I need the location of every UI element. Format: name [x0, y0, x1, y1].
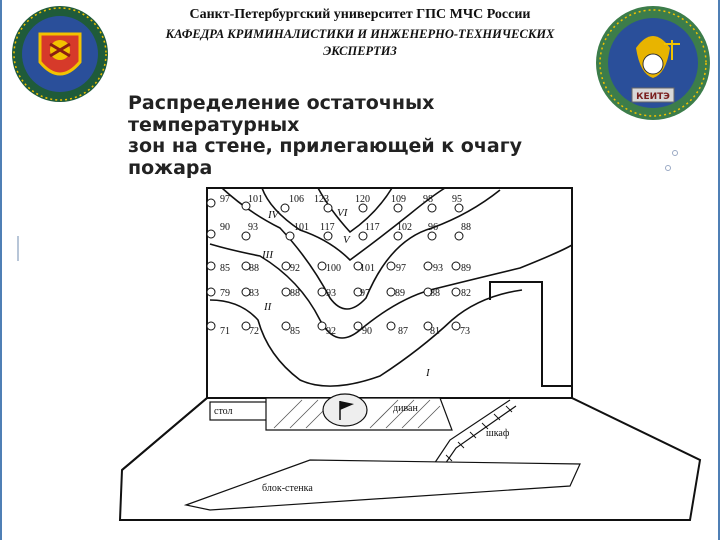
- point: [387, 322, 395, 330]
- temp-value: 100: [326, 263, 341, 274]
- temp-value: 97: [220, 194, 230, 205]
- point: [455, 232, 463, 240]
- temp-value: 97: [396, 263, 406, 274]
- point: [354, 322, 362, 330]
- sofa-label: диван: [393, 403, 418, 414]
- temp-value: 85: [220, 263, 230, 274]
- zone-label-i: I: [426, 367, 430, 379]
- point: [282, 322, 290, 330]
- temp-value: 120: [355, 194, 370, 205]
- point: [207, 199, 215, 207]
- temp-value: 93: [433, 263, 443, 274]
- temp-value: 81: [430, 326, 440, 337]
- isolines: [210, 188, 572, 386]
- point: [455, 204, 463, 212]
- temp-value: 109: [391, 194, 406, 205]
- point: [207, 262, 215, 270]
- temp-value: 90: [220, 222, 230, 233]
- temp-value: 89: [461, 263, 471, 274]
- point: [324, 204, 332, 212]
- temp-value: 82: [461, 288, 471, 299]
- temp-value: 96: [428, 222, 438, 233]
- temp-value: 85: [290, 326, 300, 337]
- point: [387, 288, 395, 296]
- point: [394, 232, 402, 240]
- temp-value: 92: [290, 263, 300, 274]
- temp-value: 72: [249, 326, 259, 337]
- temp-value: 79: [220, 288, 230, 299]
- temp-value: 117: [320, 222, 335, 233]
- point: [242, 232, 250, 240]
- point: [282, 288, 290, 296]
- temp-value: 106: [289, 194, 304, 205]
- temp-value: 87: [398, 326, 408, 337]
- temp-value: 90: [362, 326, 372, 337]
- department-line-2: ЭКСПЕРТИЗ: [323, 44, 397, 58]
- temp-value: 88: [249, 263, 259, 274]
- point: [318, 288, 326, 296]
- decor-dot: [672, 150, 678, 156]
- point: [452, 262, 460, 270]
- temp-value: 73: [460, 326, 470, 337]
- temp-value: 83: [249, 288, 259, 299]
- logo-abbreviation: КЕИТЭ: [636, 92, 670, 102]
- temp-value: 88: [430, 288, 440, 299]
- temp-value: 97: [360, 288, 370, 299]
- point: [207, 288, 215, 296]
- temp-value: 71: [220, 326, 230, 337]
- temp-value: 88: [461, 222, 471, 233]
- point: [452, 322, 460, 330]
- floor-left-edge: [122, 398, 207, 470]
- point: [428, 232, 436, 240]
- university-name: Санкт-Петербургский университет ГПС МЧС России: [189, 7, 531, 22]
- temp-value: 98: [423, 194, 433, 205]
- point: [318, 262, 326, 270]
- point: [428, 204, 436, 212]
- point: [318, 322, 326, 330]
- zone-label-iii: III: [262, 249, 273, 261]
- point: [424, 262, 432, 270]
- point: [207, 322, 215, 330]
- point: [207, 230, 215, 238]
- temp-value: 102: [397, 222, 412, 233]
- point: [452, 288, 460, 296]
- decor-dot: [665, 165, 671, 171]
- slide-title-line-2: зон на стене, прилегающей к очагу пожара: [128, 135, 523, 179]
- point: [282, 262, 290, 270]
- temp-value: 101: [294, 222, 309, 233]
- cabinet-label: шкаф: [486, 428, 510, 439]
- isoline-2: [210, 290, 522, 386]
- temp-value: 101: [360, 263, 375, 274]
- temp-value: 88: [290, 288, 300, 299]
- point: [324, 232, 332, 240]
- point: [281, 204, 289, 212]
- slide-title-line-1: Распределение остаточных температурных: [128, 92, 435, 136]
- temp-value: 101: [248, 194, 263, 205]
- block-wall-label: блок-стенка: [262, 483, 313, 494]
- fire-origin-circle: [323, 394, 367, 426]
- point: [359, 204, 367, 212]
- table-label: стол: [214, 406, 233, 417]
- block-wall-shape: [186, 460, 580, 510]
- zone-label-ii: II: [264, 301, 272, 313]
- point: [387, 262, 395, 270]
- temp-value: 93: [248, 222, 258, 233]
- department-line-1: КАФЕДРА КРИМИНАЛИСТИКИ И ИНЖЕНЕРНО-ТЕХНИЧЕСКИХ: [165, 27, 555, 41]
- temp-value: 92: [326, 326, 336, 337]
- zone-label-iv: IV: [268, 209, 279, 221]
- temp-value: 89: [395, 288, 405, 299]
- temp-value: 95: [452, 194, 462, 205]
- temp-value: 93: [326, 288, 336, 299]
- zone-label-v: V: [343, 234, 350, 246]
- point: [394, 204, 402, 212]
- temp-value: 123: [314, 194, 329, 205]
- point: [359, 232, 367, 240]
- temp-value: 117: [365, 222, 380, 233]
- zone-label-vi: VI: [337, 207, 348, 219]
- point: [286, 232, 294, 240]
- right-box: [490, 282, 572, 386]
